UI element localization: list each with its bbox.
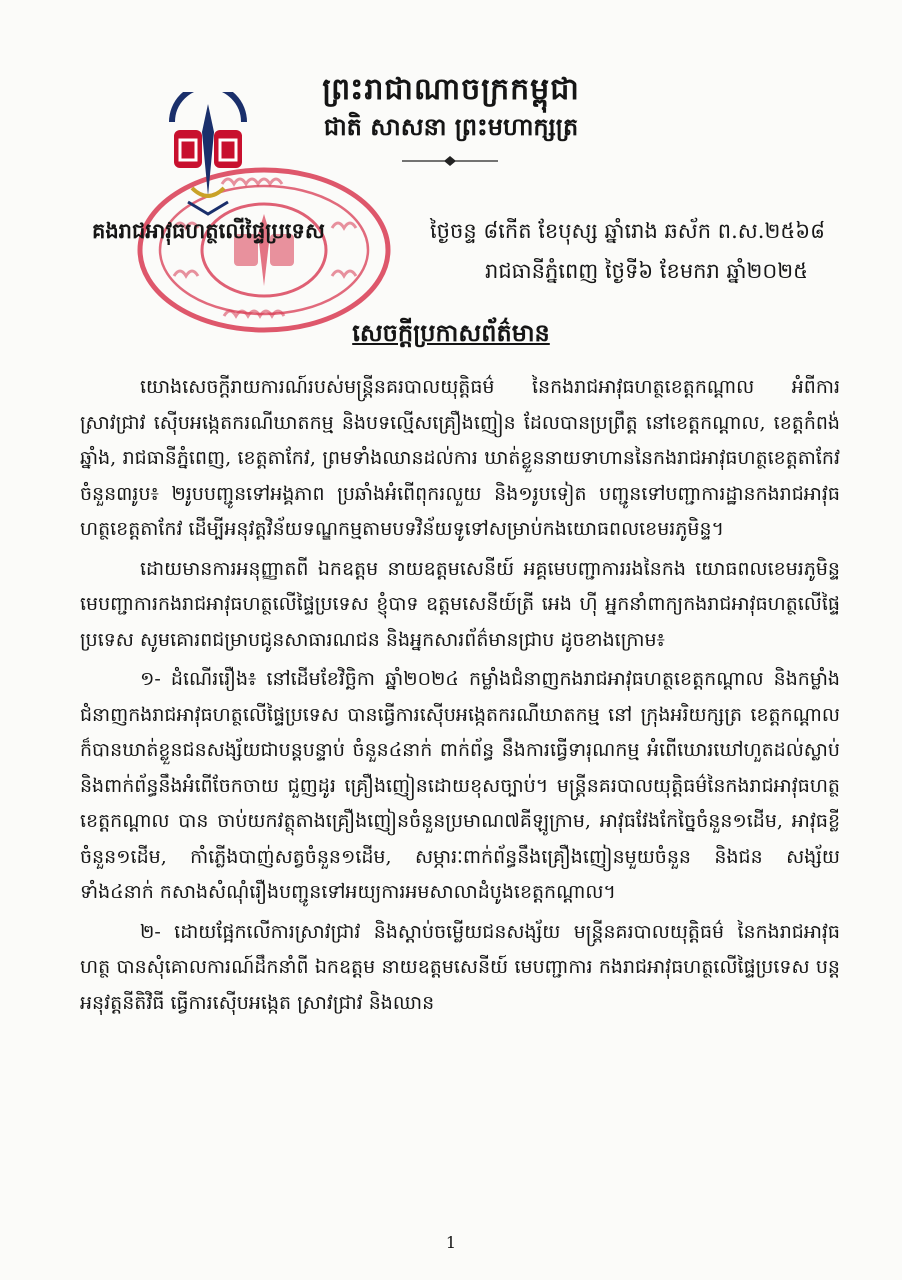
issuing-organization: គងរាជអាវុធហត្ថលើផ្ទៃប្រទេស xyxy=(92,218,325,243)
paragraph: ២- ដោយផ្អែកលើការស្រាវជ្រាវ និងស្តាប់ចម្លើយជនសង្ស័យ មន្ត្រីនគរបាលយុត្តិធម៌ នៃកងរាជអាវុធហត្ថ បានសុំគោលការណ៍ដឹកនាំពី ឯកឧត្តម នាយឧត្តមសេនីយ៍ មេបញ្ជាការ កងរាជអាវុធហត្ថលើផ្ទៃប្រទេស បន្តអនុវត្តនីតិវិធី ធ្វើការស៊ើបអង្កេត ស្រាវជ្រាវ និងឈាន xyxy=(80,920,840,1014)
gendarmerie-emblem xyxy=(168,92,248,222)
paragraph: ១- ដំណើររឿង៖ នៅដើមខែវិច្ឆិកា ឆ្នាំ២០២៤ កម្លាំងជំនាញកងរាជអាវុធហត្ថខេត្តកណ្តាល និងកម្លាំងជំនាញកងរាជអាវុធហត្ថលើផ្ទៃប្រទេស បានធ្វើការស៊ើបអង្កេតករណីឃាតកម្ម នៅ ក្រុងអរិយក្សត្រ ខេត្តកណ្តាល ក៏បានឃាត់ខ្លួនជនសង្ស័យជាបន្តបន្ទាប់ ចំនួន៤នាក់ ពាក់ព័ន្ធ នឹងការធ្វើទារុណកម្ម អំពើឃោរឃៅហួតដល់ស្លាប់ និងពាក់ព័ន្ធនឹងអំពើចែកចាយ ជួញដូរ គ្រឿងញៀនដោយខុសច្បាប់។ មន្ត្រីនគរបាលយុត្តិធម៌នៃកងរាជអាវុធហត្ថខេត្តកណ្តាល បាន ចាប់យកវត្ថុតាងគ្រឿងញៀនចំនួនប្រមាណ៧គីឡូក្រាម, អាវុធវែងកែច្នៃចំនួន១ដើម, អាវុធខ្លី ចំនួន១ដើម, កាំភ្លើងបាញ់សត្វចំនួន១ដើម, សម្ភារៈពាក់ព័ន្ធនឹងគ្រឿងញៀនមួយចំនួន និងជន សង្ស័យទាំង៤នាក់ កសាងសំណុំរឿងបញ្ជូនទៅអយ្យការអមសាលាដំបូងខេត្តកណ្តាល។ xyxy=(80,668,840,903)
lunar-date: ថ្ងៃចន្ទ ៨កើត ខែបុស្ស ឆ្នាំរោង ឆស័ក ព.ស.២៥៦៨ xyxy=(430,219,825,243)
paragraph: ដោយមានការអនុញ្ញាតពី ឯកឧត្តម នាយឧត្តមសេនីយ៍ អគ្គមេបញ្ជាការរងនៃកង យោធពលខេមរភូមិន្ទ មេបញ្ជាការកងរាជអាវុធហត្ថលើផ្ទៃប្រទេស ខ្ញុំបាទ ឧត្តមសេនីយ៍ត្រី អេង ហ៊ី អ្នកនាំពាក្យកងរាជអាវុធហត្ថលើផ្ទៃប្រទេស សូមគោរពជម្រាបជូនសាធារណជន និងអ្នកសារព័ត៌មានជ្រាប ដូចខាងក្រោម៖ xyxy=(80,557,840,651)
page-number: 1 xyxy=(445,1233,457,1252)
kingdom-heading: ព្រះរាជាណាចក្រកម្ពុជា xyxy=(322,72,580,107)
ornamental-divider xyxy=(400,154,500,168)
national-motto: ជាតិ សាសនា ព្រះមហាក្សត្រ xyxy=(323,112,579,141)
paragraph: យោងសេចក្តីរាយការណ៍របស់មន្ត្រីនគរបាលយុត្តិធម៌ នៃកងរាជអាវុធហត្ថខេត្តកណ្តាល អំពីការស្រាវជ្រាវ ស៊ើបអង្កេតករណីឃាតកម្ម និងបទល្មើសគ្រឿងញៀន ដែលបានប្រព្រឹត្ត នៅខេត្តកណ្តាល, ខេត្តកំពង់ឆ្នាំង, រាជធានីភ្នំពេញ, ខេត្តតាកែវ, ព្រមទាំងឈានដល់ការ ឃាត់ខ្លួននាយទាហាននៃកងរាជអាវុធហត្ថខេត្តតាកែវចំនួន៣រូប៖ ២រូបបញ្ជូនទៅអង្គភាព ប្រឆាំងអំពើពុករលួយ និង១រូបទៀត បញ្ជូនទៅបញ្ជាការដ្ឋានកងរាជអាវុធហត្ថខេត្តតាកែវ ដើម្បីអនុវត្តវិន័យទណ្ឌកម្មតាមបទវិន័យទូទៅសម្រាប់កងយោធពលខេមរភូមិន្ទ។ xyxy=(80,376,840,540)
place-and-date: រាជធានីភ្នំពេញ ថ្ងៃទី៦ ខែមករា ឆ្នាំ២០២៥ xyxy=(485,259,809,283)
document-body xyxy=(80,370,840,1025)
document-title: សេចក្តីប្រកាសព័ត៌មាន xyxy=(352,318,550,347)
